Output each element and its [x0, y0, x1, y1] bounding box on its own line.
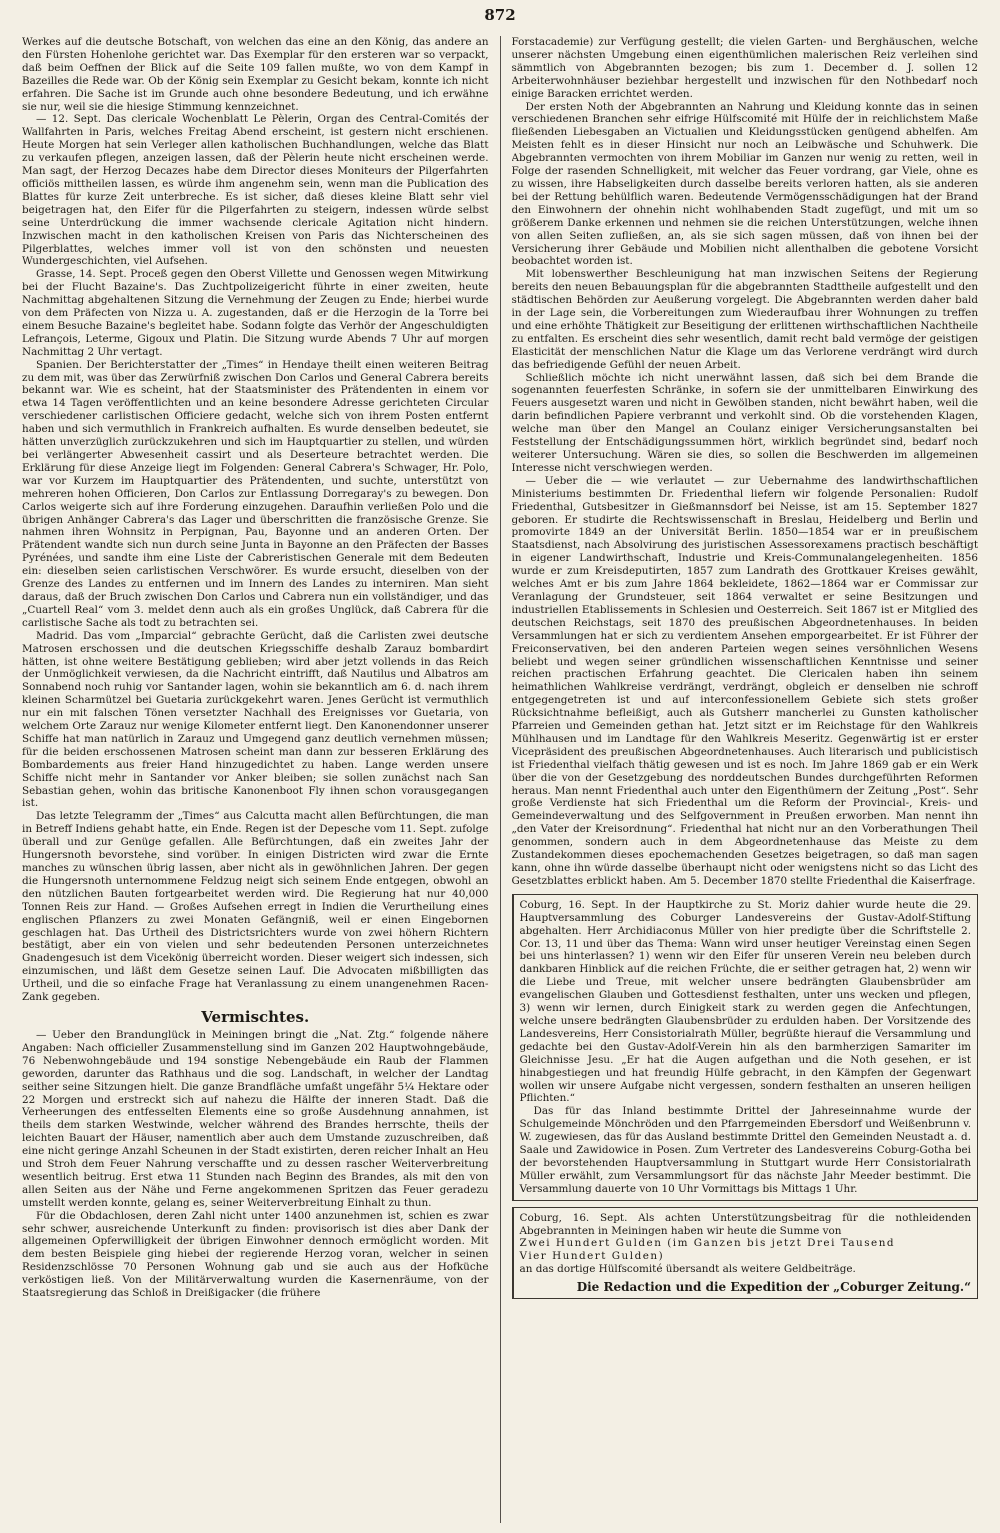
section-heading: Vermischtes.: [201, 1007, 310, 1026]
article-paragraph: Forstacademie) zur Verfügung gestellt; die vielen Garten- und Berghäuschen, welche unserer nächsten Umgebung einen eigenthümlichen malerischen Reiz verleihen sind sämmtlich von Abgebrannten bezogen; bis zum 1. December d. J. sollen 12 Arbeiterwohnhäuser beziehbar hergestellt und inzwischen für den Nothbedarf noch einige Baracken errichtet werden.: [511, 36, 979, 100]
left-column: [22, 36, 489, 1523]
right-column: [512, 36, 979, 1523]
donation-amount-line: Zwei Hundert Gulden (im Ganzen bis jetzt Drei Tausend: [519, 1237, 896, 1250]
article-paragraph: Grasse, 14. Sept. Proceß gegen den Oberst Villette und Genossen wegen Mitwirkung bei der Flucht Bazaine's. Das Zuchtpolizeigericht führte in einer zweiten, heute Nachmittag abgehaltenen Sitzung die Vernehmung der Zeugen zu Ende; hierbei wurde von dem Präfecten von Nizza u. A. zugestanden, daß er die Herzogin de la Torre bei einem Besuche Bazaine's begleitet habe. Sodann folgte das Verhör der Angeschuldigten Lefrançois, Leterme, Gigoux und Platin. Die Sitzung wurde Abends 7 Uhr auf morgen Nachmittag 2 Uhr vertagt.: [22, 268, 489, 358]
donation-amount-line: Vier Hundert Gulden): [519, 1250, 665, 1263]
article-paragraph: — Ueber den Brandunglück in Meiningen bringt die „Nat. Ztg.“ folgende nähere Angaben: Nach officieller Zusammenstellung sind im Ganzen 202 Hauptwohngebäude, 76 Nebenwohngebäude und 194 sonstige Nebengebäude ein Raub der Flammen geworden, darunter das Rathhaus und die sog. Landschaft, in welcher der Landtag seither seine Sitzungen hielt. Die ganze Brandfläche umfaßt ungefähr 5¼ Hektare oder 22 Morgen und erstreckt sich auf nahezu die Hälfte der inneren Stadt. Daß die Verheerungen des entfesselten Elements eine so große Ausdehnung annahmen, ist theils dem starken Westwinde, welcher während des Brandes herrschte, theils der leichten Bauart der Häuser, namentlich aber auch dem Umstande zuzuschreiben, daß eine nicht geringe Anzahl Scheunen in der Stadt existirten, deren reicher Inhalt an Heu und Stroh dem Feuer Nahrung verschaffte und zu dessen rascher Weiterverbreitung wesentlich beitrug. Erst etwa 11 Stunden nach Beginn des Brandes, als mit den von allen Seiten aus der Nähe und Ferne angekommenen Spritzen das Feuer geradezu umstellt werden konnte, gelang es, seiner Weiterverbreitung Einhalt zu thun.: [22, 1028, 489, 1209]
notice-paragraph: Coburg, 16. Sept. Als achten Unterstützungsbeitrag für die nothleidenden Abgebrannten in Meiningen haben wir heute die Summe von: [519, 1211, 972, 1237]
columns: [22, 36, 978, 1523]
article-paragraph: Der ersten Noth der Abgebrannten an Nahrung und Kleidung konnte das in seinen verschiedenen Branchen sehr eifrige Hülfscomité mit Hülfe der in reichlichstem Maße fließenden Liebesgaben an Victualien und Kleidungsstücken genügend abhelfen. Am Meisten fehlt es in dieser Hinsicht nur noch an Leibwäsche und Schuhwerk. Die Abgebrannten vermochten von ihrem Mobiliar im Ganzen nur wenig zu retten, weil in Folge der rasenden Schnelligkeit, mit welcher das Feuer vordrang, gar Viele, ohne es zu wissen, ihre Habseligkeiten durch dasselbe bereits verloren hatten, als sie anderen bei der Rettung behülflich waren. Bedeutende Vermögensschädigungen hat der Brand den Einwohnern der ohnehin nicht wohlhabenden Stadt zugefügt, und mit um so größerem Danke erkennen und nehmen sie die reichen Unterstützungen, welche ihnen von allen Seiten zufließen, an, als sie sich sagen müssen, daß von ihnen bei der Versicherung ihrer Gebäude und Mobilien nicht allenthalben die gebotene Vorsicht beobachtet worden ist.: [511, 100, 979, 268]
notice-paragraph: Coburg, 16. Sept. In der Hauptkirche zu St. Moriz dahier wurde heute die 29. Hauptversammlung des Coburger Landesvereins der Gustav-Adolf-Stiftung abgehalten. Herr Archidiaconus Müller von hier predigte über die Schriftstelle 2. Cor. 13, 11 und über das Thema: Wann wird unser heutiger Vereinstag einen Segen bei uns hinterlassen? 1) wenn wir den Eifer für unseren Verein neu beleben durch dankbaren Hinblick auf die reichen Früchte, die er seither getragen hat, 2) wenn wir die Liebe und Treue, mit welcher unsere bedrängten Glaubensbrüder am evangelischen Glauben und Gottesdienst festhalten, unter uns wecken und pflegen, 3) wenn wir lernen, durch Einigkeit stark zu werden gegen die Anfechtungen, welche unsere bedrängten Glaubensbrüder zu erdulden haben. Der Vorsitzende des Landesvereins, Herr Consistorialrath Müller, begrüßte hierauf die Versammlung und gedachte bei den Gustav-Adolf-Verein hin als den barmherzigen Samariter im Gleichnisse Jesu. „Er hat die Augen aufgethan und die Noth gesehen, er ist hinabgestiegen und hat freundig Hülfe gebracht, in den Kämpfen der Gegenwart wollen wir unsere Aufgabe nicht vergessen, sondern festhalten an unseren heiligen Pflichten.“: [519, 898, 972, 1105]
article-paragraph: Schließlich möchte ich nicht unerwähnt lassen, daß sich bei dem Brande die sogenannten feuerfesten Schränke, in sofern sie der unmittelbaren Einwirkung des Feuers ausgesetzt waren und nicht in Gewölben standen, nicht bewährt haben, weil die darin befindlichen Papiere verbrannt und verkohlt sind. Ob die vorstehenden Klagen, welche man über den Mangel an Coulanz einiger Versicherungsanstalten bei Feststellung der Entschädigungssummen hört, wirklich begründet sind, bedarf noch weiterer Untersuchung. Wären sie dies, so sollen die Beschwerden im allgemeinen Interesse nicht verschwiegen werden.: [511, 371, 979, 474]
article-paragraph: — 12. Sept. Das clericale Wochenblatt Le Pèlerin, Organ des Central-Comités der Wallfahrten in Paris, welches Freitag Abend erscheint, ist gestern nicht erschienen. Heute Morgen hat sein Verleger allen katholischen Buchhandlungen, welche das Blatt zu verkaufen pflegen, anzeigen lassen, daß der Pèlerin heute nicht erscheinen werde. Man sagt, der Herzog Decazes habe dem Director dieses Moniteurs der Pilgerfahrten officiös mittheilen lassen, es würde ihm angenehm sein, wenn man die Publication des Blattes für kurze Zeit unterbreche. Es ist sicher, daß dieses kleine Blatt sehr viel beigetragen hat, den Eifer für die Pilgerfahrten zu steigern, indessen würde selbst seine Unterdrückung die immer wachsende clericale Agitation nicht hindern. Inzwischen macht in den katholischen Kreisen von Paris das Nichterscheinen des Pilgerblattes, welches immer voll ist von den schönsten und neuesten Wundergeschichten, viel Aufsehen.: [22, 113, 489, 268]
notice-paragraph: an das dortige Hülfscomité übersandt als weitere Geldbeiträge.: [519, 1263, 856, 1276]
page-number: 872: [484, 6, 516, 24]
article-paragraph: Das letzte Telegramm der „Times“ aus Calcutta macht allen Befürchtungen, die man in Betreff Indiens gehabt hatte, ein Ende. Regen ist der Depesche vom 11. Sept. zufolge überall und zur Genüge gefallen. Alle Befürchtungen, daß ein zweites Jahr der Hungersnoth bevorstehe, sind vorüber. In einigen Districten wird zwar die Ernte manches zu wünschen übrig lassen, aber nicht als in gewöhnlichen Jahren. Der gegen die Hungersnoth unternommene Feldzug neigt sich seinem Ende entgegen, obwohl an den nützlichen Bauten fortgearbeitet werden wird. Die Regierung hat nur 40,000 Tonnen Reis zur Hand. — Großes Aufsehen erregt in Indien die Verurtheilung eines englischen Pflanzers zu zwei Monaten Gefängniß, weil er einen Eingebornen geschlagen hat. Das Urtheil des Districtsrichters wurde von zwei höhern Richtern bestätigt, aber ein von vielen und sehr bedeutenden Personen unterzeichnetes Gnadengesuch ist dem Vicekönig überreicht worden. Dieser weigert sich indessen, sich einzumischen, und läßt dem Gesetze seinen Lauf. Die Advocaten mißbilligten das Urtheil, und die so einfache Frage hat Veranlassung zu einem unangenehmen Racen-Zank gegeben.: [22, 810, 489, 1004]
article-paragraph: Spanien. Der Berichterstatter der „Times“ in Hendaye theilt einen weiteren Beitrag zu dem mit, was über das Zerwürfniß zwischen Don Carlos und General Cabrera bereits bekannt war. Wie es scheint, hat der Staatsminister des Prätendenten in einem vor etwa 14 Tagen veröffentlichten und an keine besondere Adresse gerichteten Circular verschiedener carlistischen Officiere gedacht, welche sich von ihrem Posten entfernt haben und sich vermuthlich in Frankreich aufhalten. Es wurde denselben bedeutet, sie hätten unverzüglich zurückzukehren und sich im Hauptquartier zu stellen, und würden bei verlängerter Abwesenheit cassirt und als Deserteure betrachtet werden. Die Erklärung für diese Anzeige liegt im Folgenden: General Cabrera's Schwager, Hr. Polo, war vor Kurzem im Hauptquartier des Prätendenten, und suchte, unterstützt von mehreren hohen Officieren, Don Carlos zur Entlassung Dorregaray's zu bewegen. Don Carlos weigerte sich auf ihre Forderung einzugehen. Daraufhin verließen Polo und die übrigen Anhänger Cabrera's das Lager und überschritten die französische Grenze. Sie nahmen ihren Wohnsitz in Perpignan, Pau, Bayonne und an anderen Orten. Der Prätendent wandte sich nun durch seine Junta in Bayonne an den Präfecten der Basses Pyrénées, und sandte ihm eine Liste der Cabreristischen Generale mit dem Bedeuten ein: dieselben seien carlistischen Verschwörer. Es wurde ersucht, dieselben von der Grenze des Landes zu entfernen und im Innern des Landes zu interniren. Man sieht daraus, daß der Bruch zwischen Don Carlos und Cabrera nun ein vollständiger, und das „Cuartell Real“ vom 3. meldet denn auch als ein großes Unglück, daß Cabrera für die carlistische Sache als todt zu betrachten sei.: [22, 358, 489, 629]
article-paragraph: Werkes auf die deutsche Botschaft, von welchen das eine an den König, das andere an den Fürsten Hohenlohe gerichtet war. Das Exemplar für den ersteren war so verpackt, daß beim Oeffnen der Blick auf die Seite 109 fallen mußte, wo von dem Kampf in Bazeilles die Rede war. Ob der König sein Exemplar zu Gesicht bekam, konnte ich nicht erfahren. Die Sache ist im Grunde auch ohne besondere Bedeutung, und ich erwähne sie nur, weil sie die hiesige Stimmung kennzeichnet.: [22, 36, 489, 113]
article-paragraph: Madrid. Das vom „Imparcial“ gebrachte Gerücht, daß die Carlisten zwei deutsche Matrosen erschossen und die deutschen Kriegsschiffe deshalb Zarauz bombardirt hätten, ist ohne weitere Bestätigung geblieben; wird aber jetzt vollends in das Reich der Unmöglichkeit verwiesen, da die Nachricht eintrifft, daß Nautilus und Albatros am Sonnabend noch ruhig vor Santander lagen, wohin sie bekanntlich am 6. d. nach ihrem kleinen Scharmützel bei Guetaria zurückgekehrt waren. Jenes Gerücht ist vermuthlich nur ein mit falschen Tönen versetzter Nachhall des Ereignisses vor Guetaria, von welchem Orte Zarauz nur wenige Kilometer entfernt liegt. Den Kanonendonner unserer Schiffe hat man natürlich in Zarauz und Umgegend ganz deutlich vernehmen müssen; für die beiden erschossenen Matrosen scheint man dann zur besseren Erklärung des Bombardements aus freier Hand hinzugedichtet zu haben. Lange werden unsere Schiffe nicht mehr in Santander vor Anker bleiben; sie sollen zunächst nach San Sebastian gehen, wohin das britische Kanonenboot Fly ihnen schon vorausgegangen ist.: [22, 629, 489, 810]
notice-box-coburg-assembly: [512, 894, 979, 1201]
column-divider: [500, 36, 501, 1523]
article-paragraph: Mit lobenswerther Beschleunigung hat man inzwischen Seitens der Regierung bereits den neuen Bebauungsplan für die abgebrannten Stadttheile aufgestellt und den städtischen Behörden zur Aeußerung vorgelegt. Die Abgebrannten werden daher bald in der Lage sein, die Vorbereitungen zum Wiederaufbau ihrer Wohnungen zu treffen und eine erhöhte Thätigkeit zur Beseitigung der erlittenen wirthschaftlichen Nachtheile zu entfalten. Es erscheint dies sehr wesentlich, damit recht bald vermöge der geistigen Elasticität der menschlichen Natur die Klage um das Verlorene verdrängt wird durch das befriedigende Gefühl der neuen Arbeit.: [511, 268, 979, 371]
notice-paragraph: Das für das Inland bestimmte Drittel der Jahreseinnahme wurde der Schulgemeinde Mönchröden und den Pfarrgemeinden Ebersdorf und Weißenbrunn v. W. zugewiesen, das für das Ausland bestimmte Drittel den Gemeinden Neustadt a. d. Saale und Zawidowice in Posen. Zum Vertreter des Landesvereins Coburg-Gotha bei der bevorstehenden Hauptversammlung in Stuttgart wurde Herr Consistorialrath Müller erwählt, zum Versammlungsort für das nächste Jahr Meeder bestimmt. Die Versammlung dauerte von 10 Uhr Vormittags bis Mittags 1 Uhr.: [519, 1105, 972, 1195]
article-paragraph: — Ueber die — wie verlautet — zur Uebernahme des landwirthschaftlichen Ministeriums bestimmten Dr. Friedenthal liefern wir folgende Personalien: Rudolf Friedenthal, Gutsbesitzer in Gießmannsdorf bei Neisse, ist am 15. September 1827 geboren. Er studirte die Rechtswissenschaft in Breslau, Heidelberg und Berlin und promovirte 1849 an der Universität Berlin. 1850—1854 war er in preußischem Staatsdienst, nach Absolvirung des juristischen Assessorexamens practisch beschäftigt in eigener Landwirthschaft, Industrie und Kreis-Communalangelegenheiten. 1856 wurde er zum Kreisdeputirten, 1857 zum Landrath des Grottkauer Kreises gewählt, welches Amt er bis zum Jahre 1864 bekleidete, 1862—1864 war er Commissar zur Veranlagung der Grundsteuer, seit 1864 verwaltet er seine Besitzungen und industriellen Etablissements in Schlesien und Oesterreich. Seit 1867 ist er Mitglied des deutschen Reichstags, seit 1870 des preußischen Abgeordnetenhauses. In beiden Versammlungen hat er sich zu verdientem Ansehen emporgearbeitet. Er ist Führer der Freiconservativen, bei den anderen Parteien wegen seines versöhnlichen Wesens beliebt und wegen seiner gründlichen wissenschaftlichen Kenntnisse und seiner reichen practischen Erfahrung geachtet. Die Clericalen haben ihn seinem heimathlichen Wahlkreise verdrängt, verdrängt, obgleich er denselben nie schroff entgegengetreten ist und auf interconfessionellem Gebiete sich stets großer Rücksichtnahme befleißigt, auch als Gutsherr mancherlei zu Gunsten katholischer Pfarreien und Gemeinden gethan hat. Jetzt sitzt er im Reichstage für den Wahlkreis Mühlhausen und im Landtage für den Wahlkreis Meseritz. Gegenwärtig ist er erster Vicepräsident des preußischen Abgeordnetenhauses. Auch literarisch und publicistisch ist Friedenthal vielfach thätig gewesen und ist es noch. Im Jahre 1869 gab er ein Werk über die von der Gesetzgebung des norddeutschen Bundes durchgeführten Reformen heraus. Man nennt Friedenthal auch unter den Eigenthümern der Zeitung „Post“. Sehr große Verdienste hat sich Friedenthal um die Reform der Provincial-, Kreis- und Gemeindeverwaltung und des Selfgovernment in Preußen erworben. Man nennt ihn „den Vater der Kreisordnung“. Friedenthal hat nicht nur an den Vorberathungen Theil genommen, sondern auch in dem Abgeordnetenhause das Meiste zu dem Zustandekommen dieses epochemachenden Gesetzes beigetragen, so daß man sagen kann, ohne ihn würde dasselbe überhaupt nicht oder wenigstens nicht so das Licht des Gesetzblattes erblickt haben. Am 5. December 1870 stellte Friedenthal die Kaiserfrage.: [511, 474, 979, 887]
notice-box-coburg-donation: [512, 1207, 979, 1300]
signature: Die Redaction und die Expedition der „Coburger Zeitung.“: [576, 1280, 972, 1295]
article-paragraph: Für die Obdachlosen, deren Zahl nicht unter 1400 anzunehmen ist, schien es zwar sehr schwer, ausreichende Unterkunft zu finden: provisorisch ist dies aber Dank der allgemeinen Opferwilligkeit der übrigen Einwohner dennoch ermöglicht worden. Mit dem besten Beispiele ging hiebei der regierende Herzog voran, welcher in seinen Residenzschlösse 70 Personen Wohnung gab und sie auch aus der Hofküche verköstigen ließ. Von der Militärverwaltung wurden die Kasernenräume, von der Staatsregierung das Schloß in Dreißigacker (die frühere: [22, 1209, 489, 1300]
